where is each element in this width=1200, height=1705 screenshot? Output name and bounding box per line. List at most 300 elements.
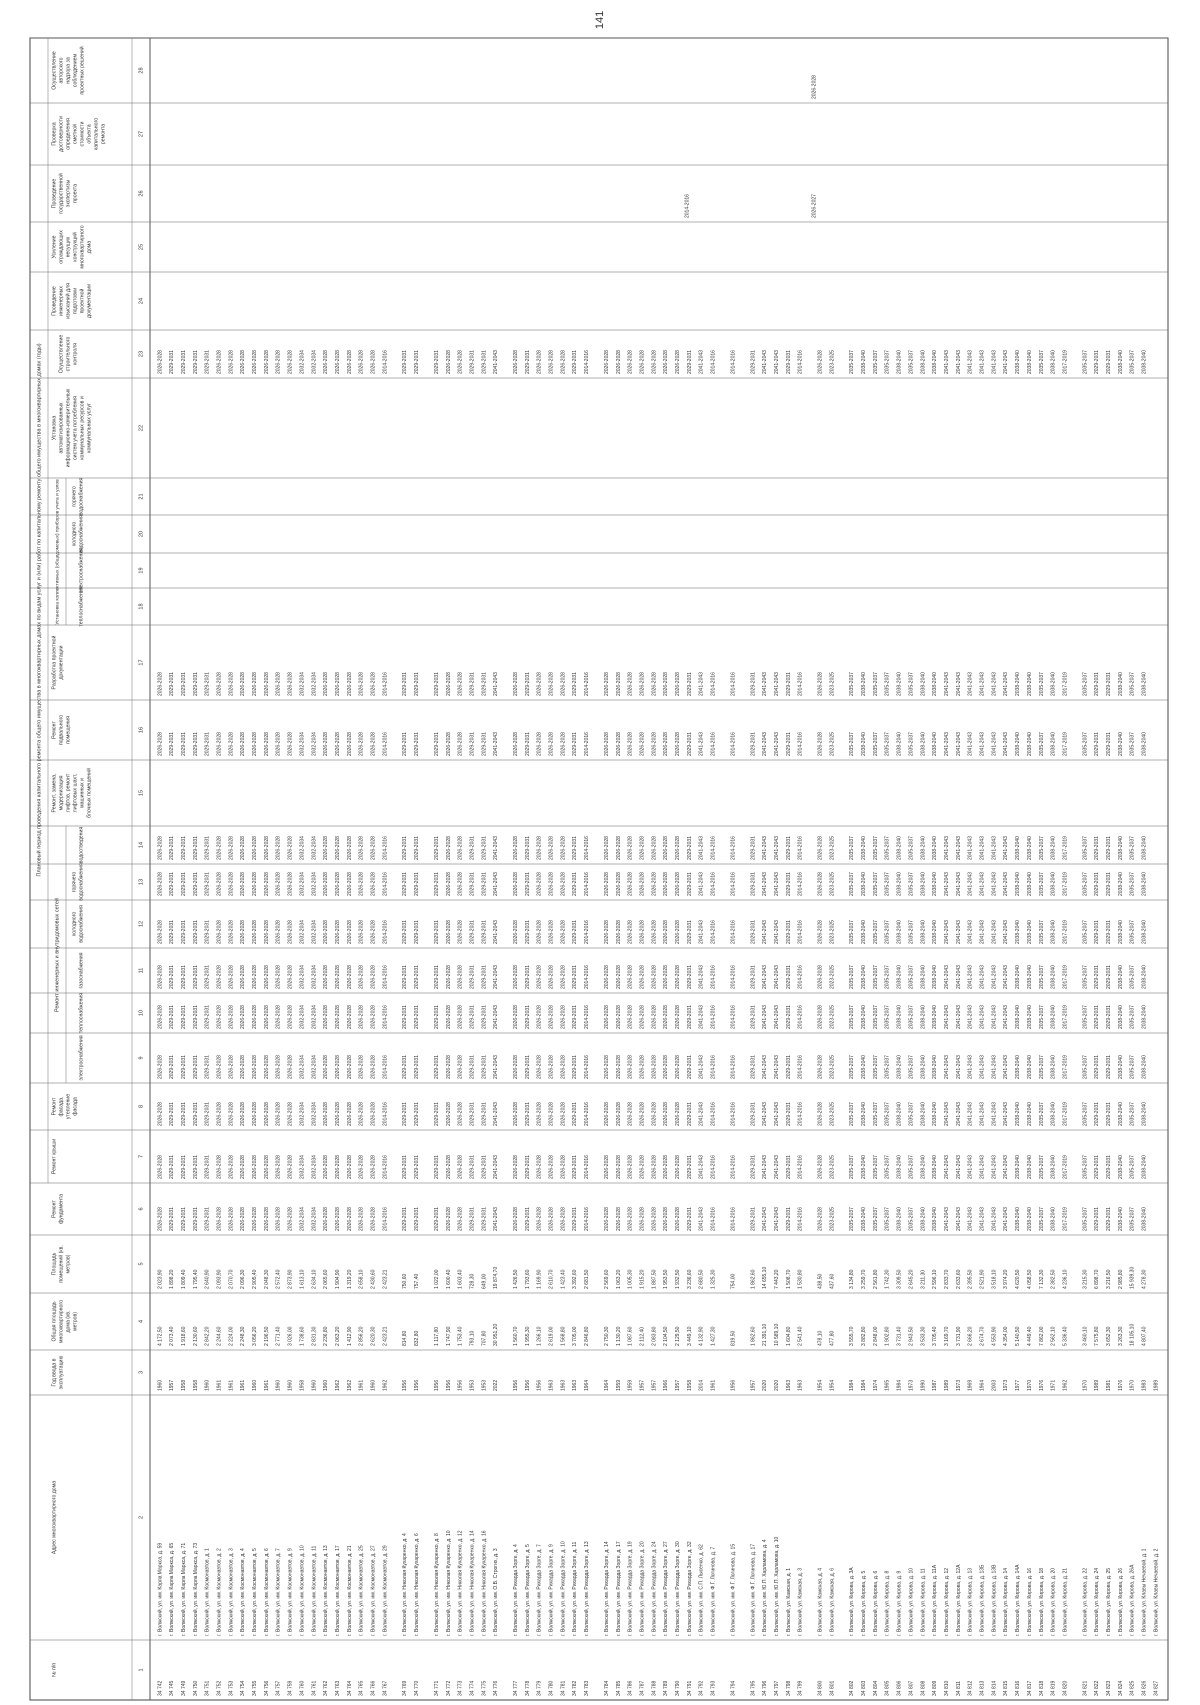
row-address: г. Волжский, ул. им. Карла Маркса, д. 71	[180, 1542, 187, 1636]
row-premises-area: 1 005,30	[627, 1269, 634, 1289]
column-27-label: капитального	[93, 117, 100, 151]
row-col-9-period: 2041-2043	[493, 1055, 500, 1079]
row-year: 1956	[536, 1379, 543, 1391]
row-col-9-period: 2026-2028	[358, 1055, 365, 1079]
row-col-14-period: 2041-2043	[979, 836, 986, 860]
row-col-16-period: 2026-2028	[675, 732, 682, 756]
row-col-14-period: 2026-2028	[817, 836, 824, 860]
row-premises-area: 2 096,30	[240, 1269, 247, 1289]
row-premises-area: 2 521,90	[979, 1269, 986, 1289]
row-address: г. Волжский, ул. им. Николая Кухаренко, д. 16	[481, 1530, 488, 1636]
row-col-14-period: 2029-2031	[204, 836, 211, 860]
row-address: г. Волжский, ул. Кирова, д. 8	[884, 1570, 891, 1636]
row-year: 1984	[849, 1379, 856, 1391]
row-premises-area: 2 430,60	[370, 1269, 377, 1289]
row-total-area: 793,10	[469, 1330, 476, 1346]
row-number: 34 771	[433, 1680, 440, 1696]
column-6-label: Ремонт	[51, 1200, 58, 1218]
row-col-17-period: 2029-2031	[204, 672, 211, 696]
column-11-number: 11	[138, 967, 145, 974]
row-col-9-period: 2029-2031	[180, 1055, 187, 1079]
row-col-10-period: 2014-2016	[584, 1005, 591, 1029]
row-address: г. Волжский, ул. им. Рихарда Зорге, д. 14	[603, 1541, 610, 1636]
row-col-17-period: 2026-2028	[615, 672, 622, 696]
row-col-16-period: 2026-2028	[370, 732, 377, 756]
row-col-10-period: 2032-2034	[311, 1005, 318, 1029]
row-number: 34 815	[1003, 1680, 1010, 1696]
row-number: 34 769	[402, 1680, 409, 1696]
column-20-number: 20	[138, 530, 145, 538]
row-col-12-period: 2029-2031	[686, 920, 693, 944]
row-address: г. Волжский, ул. им. Космонавтов, д. 4	[240, 1548, 247, 1636]
row-col-14-period: 2038-2040	[1050, 836, 1057, 860]
column-24-label: Проведение	[51, 286, 58, 316]
row-col-9-period: 2026-2028	[275, 1055, 282, 1079]
row-address: г. Волжский, ул. им. Космонавтов, д. 11	[311, 1545, 318, 1636]
row-col-12-period: 2038-2040	[920, 920, 927, 944]
row-col-14-period: 2029-2031	[481, 836, 488, 860]
row-col-11-period: 2026-2028	[627, 965, 634, 989]
row-col-17-period: 2023-2025	[829, 672, 836, 696]
row-col-14-period: 2026-2028	[548, 836, 555, 860]
row-col-7-period: 2026-2028	[817, 1155, 824, 1179]
row-number: 34 782	[572, 1680, 579, 1696]
row-col-11-period: 2029-2031	[433, 965, 440, 989]
row-col-17-period: 2035-2037	[908, 672, 915, 696]
row-premises-area: 2 985,80	[1117, 1269, 1124, 1289]
row-col-10-period: 2026-2028	[639, 1005, 646, 1029]
row-col-9-period: 2026-2028	[651, 1055, 658, 1079]
row-year: 1970	[1129, 1379, 1136, 1391]
row-premises-area: 2 645,20	[908, 1269, 915, 1289]
row-col-14-period: 2038-2040	[896, 836, 903, 860]
row-col-8-period: 2035-2037	[908, 1102, 915, 1126]
row-col-17-period: 2035-2037	[1038, 672, 1045, 696]
row-col-6-period: 2026-2028	[817, 1207, 824, 1231]
row-col-7-period: 2026-2028	[627, 1155, 634, 1179]
column-8-label: утепление	[65, 1093, 72, 1120]
row-col-17-period: 2041-2043	[1003, 672, 1010, 696]
row-col-17-period: 2035-2037	[1129, 672, 1136, 696]
row-col-10-period: 2038-2040	[896, 1005, 903, 1029]
row-number: 34 805	[884, 1680, 891, 1696]
row-col-9-period: 2026-2028	[263, 1055, 270, 1079]
row-total-area: 2 620,30	[370, 1326, 377, 1346]
row-col-12-period: 2026-2028	[639, 920, 646, 944]
row-col-23-period: 2026-2028	[287, 350, 294, 374]
row-col-17-period: 2029-2031	[686, 672, 693, 696]
row-number: 34 788	[651, 1680, 658, 1696]
row-col-12-period: 2026-2028	[445, 920, 452, 944]
row-col-13-period: 2038-2040	[1026, 872, 1033, 896]
row-year: 1960	[252, 1379, 259, 1391]
row-number: 34 793	[710, 1680, 717, 1696]
row-col-12-period: 2014-2016	[584, 920, 591, 944]
row-col-11-period: 2029-2031	[481, 965, 488, 989]
row-total-area: 2 674,70	[979, 1326, 986, 1346]
row-col-17-period: 2014-2016	[584, 672, 591, 696]
row-col-17-period: 2029-2031	[524, 672, 531, 696]
row-year: 1963	[548, 1379, 555, 1391]
row-col-11-period: 2038-2040	[896, 965, 903, 989]
row-premises-area: 2 596,10	[932, 1269, 939, 1289]
column-3-label: Год ввода в	[51, 1358, 58, 1387]
row-col-12-period: 2029-2031	[469, 920, 476, 944]
row-col-14-period: 2029-2031	[433, 836, 440, 860]
row-col-6-period: 2026-2028	[346, 1207, 353, 1231]
row-col-13-period: 2029-2031	[750, 872, 757, 896]
row-number: 34 794	[730, 1680, 737, 1696]
row-total-area: 1 266,10	[536, 1326, 543, 1346]
row-col-7-period: 2026-2028	[675, 1155, 682, 1179]
row-col-12-period: 2041-2043	[762, 920, 769, 944]
row-year: 1981	[1106, 1379, 1113, 1391]
column-8-label: фасада,	[58, 1096, 65, 1117]
row-year: 1958	[192, 1379, 199, 1391]
row-col-23-period: 2017-2019	[1062, 350, 1069, 374]
row-address: г. Волжский, ул. Кирова, д. 16	[1026, 1567, 1033, 1636]
row-number: 34 827	[1153, 1680, 1160, 1696]
row-col-13-period: 2026-2028	[346, 872, 353, 896]
row-col-10-period: 2014-2016	[382, 1005, 389, 1029]
row-col-16-period: 2035-2037	[884, 732, 891, 756]
column-11-label: газоснабжения	[78, 952, 85, 989]
row-col-14-period: 2029-2031	[1106, 836, 1113, 860]
row-col-9-period: 2014-2016	[584, 1055, 591, 1079]
row-col-8-period: 2029-2031	[1106, 1102, 1113, 1126]
row-col-12-period: 2014-2016	[710, 920, 717, 944]
row-col-17-period: 2041-2043	[762, 672, 769, 696]
column-2-label: Адрес многоквартирного дома	[51, 1480, 58, 1555]
row-col-7-period: 2026-2028	[615, 1155, 622, 1179]
row-col-13-period: 2014-2016	[584, 872, 591, 896]
row-number: 34 742	[157, 1680, 164, 1696]
row-number: 34 753	[228, 1680, 235, 1696]
row-col-8-period: 2038-2040	[861, 1102, 868, 1126]
row-premises-area: 1 809,40	[180, 1269, 187, 1289]
row-col-9-period: 2038-2040	[1015, 1055, 1022, 1079]
row-col-14-period: 2038-2040	[932, 836, 939, 860]
row-col-14-period: 2038-2040	[1117, 836, 1124, 860]
row-col-16-period: 2026-2028	[548, 732, 555, 756]
column-6-label: фундамента	[58, 1193, 65, 1225]
row-col-7-period: 2038-2040	[1117, 1155, 1124, 1179]
row-year: 1960	[204, 1379, 211, 1391]
row-premises-area: 1 423,40	[560, 1269, 567, 1289]
row-address: г. Волжский, ул. Кирова, д. 12	[943, 1567, 950, 1636]
row-col-17-period: 2026-2028	[639, 672, 646, 696]
row-col-7-period: 2014-2016	[584, 1155, 591, 1179]
row-premises-area: 7 443,20	[773, 1269, 780, 1289]
row-total-area: 814,80	[402, 1330, 409, 1346]
row-total-area: 2 842,20	[204, 1326, 211, 1346]
row-col-9-period: 2038-2040	[1117, 1055, 1124, 1079]
column-19-label: электроснабжения	[78, 547, 85, 594]
row-col-7-period: 2026-2028	[240, 1155, 247, 1179]
row-col-13-period: 2026-2028	[275, 872, 282, 896]
row-address: г. Волжский, ул. Кирова, д. 21	[1062, 1567, 1069, 1636]
row-premises-area: 14 655,10	[762, 1266, 769, 1289]
row-col-10-period: 2026-2028	[216, 1005, 223, 1029]
column-13-label: водоснабжения	[78, 863, 85, 901]
row-col-7-period: 2041-2043	[955, 1155, 962, 1179]
row-col-11-period: 2041-2043	[955, 965, 962, 989]
row-total-area: 707,80	[481, 1330, 488, 1346]
row-col-6-period: 2029-2031	[686, 1207, 693, 1231]
row-year: 1983	[1141, 1379, 1148, 1391]
row-col-8-period: 2014-2016	[710, 1102, 717, 1126]
column-20-label: водоснабжения	[78, 515, 85, 553]
row-col-8-period: 2041-2043	[1003, 1102, 1010, 1126]
row-col-11-period: 2014-2016	[710, 965, 717, 989]
row-col-7-period: 2026-2028	[445, 1155, 452, 1179]
row-col-16-period: 2026-2028	[627, 732, 634, 756]
row-col-16-period: 2041-2043	[967, 732, 974, 756]
column-17-label: Разработка проектной	[51, 635, 58, 690]
row-col-11-period: 2029-2031	[204, 965, 211, 989]
row-col-17-period: 2026-2028	[275, 672, 282, 696]
row-col-9-period: 2026-2028	[560, 1055, 567, 1079]
row-col-16-period: 2029-2031	[192, 732, 199, 756]
row-col-8-period: 2038-2040	[920, 1102, 927, 1126]
column-16-label: помещения	[65, 716, 72, 744]
row-col-7-period: 2026-2028	[651, 1155, 658, 1179]
row-col-16-period: 2026-2028	[323, 732, 330, 756]
row-premises-area: 1 169,90	[536, 1269, 543, 1289]
row-col-7-period: 2041-2043	[698, 1155, 705, 1179]
row-number: 34 789	[663, 1680, 670, 1696]
row-col-6-period: 2014-2016	[382, 1207, 389, 1231]
row-col-8-period: 2026-2028	[323, 1102, 330, 1126]
row-col-6-period: 2026-2028	[639, 1207, 646, 1231]
row-premises-area: 2 634,10	[311, 1269, 318, 1289]
row-year: 1964	[584, 1379, 591, 1391]
row-col-17-period: 2041-2043	[979, 672, 986, 696]
row-col-7-period: 2035-2037	[1129, 1155, 1136, 1179]
row-col-16-period: 2032-2034	[311, 732, 318, 756]
row-col-11-period: 2038-2040	[861, 965, 868, 989]
column-20-label: холодного	[71, 521, 78, 547]
row-year: 2020	[762, 1379, 769, 1391]
row-col-14-period: 2035-2037	[1129, 836, 1136, 860]
row-total-area: 10 589,10	[773, 1323, 780, 1346]
row-address: г. Волжский, ул. Кирова, д. 25	[1106, 1567, 1113, 1636]
row-col-13-period: 2041-2043	[979, 872, 986, 896]
row-col-6-period: 2026-2028	[358, 1207, 365, 1231]
row-number: 34 812	[967, 1680, 974, 1696]
row-col-12-period: 2041-2043	[698, 920, 705, 944]
row-col-10-period: 2026-2028	[358, 1005, 365, 1029]
row-col-7-period: 2041-2043	[762, 1155, 769, 1179]
column-25-label: ограждающих	[58, 230, 65, 264]
row-col-17-period: 2038-2040	[1015, 672, 1022, 696]
row-number: 34 797	[773, 1680, 780, 1696]
row-col-11-period: 2026-2028	[675, 965, 682, 989]
row-premises-area: 19 874,70	[493, 1266, 500, 1289]
row-premises-area: 2 065,60	[323, 1269, 330, 1289]
row-col-9-period: 2026-2028	[536, 1055, 543, 1079]
row-year: 1989	[943, 1379, 950, 1391]
row-col-11-period: 2038-2040	[1141, 965, 1148, 989]
row-col-11-period: 2014-2016	[382, 965, 389, 989]
row-col-11-period: 2041-2043	[698, 965, 705, 989]
row-col-10-period: 2026-2028	[323, 1005, 330, 1029]
row-col-11-period: 2029-2031	[169, 965, 176, 989]
row-col-13-period: 2029-2031	[414, 872, 421, 896]
row-col-11-period: 2032-2034	[311, 965, 318, 989]
row-number: 34 752	[216, 1680, 223, 1696]
row-col-6-period: 2026-2028	[512, 1207, 519, 1231]
row-total-area: 2 063,20	[334, 1326, 341, 1346]
row-col-8-period: 2038-2040	[1026, 1102, 1033, 1126]
row-col-14-period: 2041-2043	[773, 836, 780, 860]
row-col-13-period: 2029-2031	[686, 872, 693, 896]
row-col-13-period: 2038-2040	[896, 872, 903, 896]
row-premises-area: 1 887,50	[651, 1269, 658, 1289]
row-col-14-period: 2026-2028	[252, 836, 259, 860]
row-address: г. Волжский, ул. им. О.В. Строгих, д. 3	[493, 1548, 500, 1636]
row-col-23-period: 2035-2037	[908, 350, 915, 374]
row-number: 34 820	[1062, 1680, 1069, 1696]
row-col-10-period: 2038-2040	[1117, 1005, 1124, 1029]
row-col-11-period: 2026-2028	[334, 965, 341, 989]
row-col-6-period: 2035-2037	[872, 1207, 879, 1231]
row-col-23-period: 2029-2031	[1094, 350, 1101, 374]
row-col-9-period: 2026-2028	[639, 1055, 646, 1079]
row-col-11-period: 2035-2037	[908, 965, 915, 989]
row-col-13-period: 2035-2037	[908, 872, 915, 896]
row-year: 1958	[686, 1379, 693, 1391]
row-col-7-period: 2026-2028	[157, 1155, 164, 1179]
row-address: г. Волжский, ул. Клавы Нечаевой, д. 1	[1141, 1548, 1148, 1636]
row-col-16-period: 2038-2040	[1050, 732, 1057, 756]
column-4-label: многоквартирного	[58, 1299, 65, 1344]
row-col-8-period: 2029-2031	[180, 1102, 187, 1126]
row-col-16-period: 2026-2028	[358, 732, 365, 756]
row-number: 34 807	[908, 1680, 915, 1696]
row-col-14-period: 2026-2028	[675, 836, 682, 860]
row-col-23-period: 2026-2028	[370, 350, 377, 374]
row-col-12-period: 2026-2028	[334, 920, 341, 944]
row-col-6-period: 2035-2037	[908, 1207, 915, 1231]
row-premises-area: 3 309,50	[896, 1269, 903, 1289]
row-col-8-period: 2026-2028	[675, 1102, 682, 1126]
row-col-23-period: 2026-2028	[334, 350, 341, 374]
row-number: 34 779	[536, 1680, 543, 1696]
row-number: 34 759	[287, 1680, 294, 1696]
row-col-9-period: 2035-2037	[872, 1055, 879, 1079]
row-premises-area: 1 613,10	[299, 1269, 306, 1289]
row-premises-area: 2 048,30	[263, 1269, 270, 1289]
row-address: г. Волжский, ул. им. Космонавтов, д. 2	[216, 1548, 223, 1636]
row-address: г. Волжский, ул. Камская, д. 4	[817, 1567, 824, 1636]
row-col-16-period: 2026-2028	[560, 732, 567, 756]
row-col-13-period: 2026-2028	[675, 872, 682, 896]
row-total-area: 1 918,60	[180, 1326, 187, 1346]
row-col-6-period: 2029-2031	[204, 1207, 211, 1231]
row-col-17-period: 2038-2040	[1117, 672, 1124, 696]
row-col-7-period: 2029-2031	[1106, 1155, 1113, 1179]
row-col-10-period: 2035-2037	[1082, 1005, 1089, 1029]
row-col-17-period: 2029-2031	[402, 672, 409, 696]
row-col-14-period: 2026-2028	[370, 836, 377, 860]
row-col-23-period: 2026-2028	[512, 350, 519, 374]
row-col-17-period: 2014-2016	[730, 672, 737, 696]
row-col-8-period: 2026-2028	[370, 1102, 377, 1126]
row-col-6-period: 2026-2028	[651, 1207, 658, 1231]
row-col-13-period: 2041-2043	[493, 872, 500, 896]
row-year: 1960	[323, 1379, 330, 1391]
row-col-17-period: 2026-2028	[358, 672, 365, 696]
row-address: г. Волжский, ул. им. Рихарда Зорге, д. 5	[524, 1544, 531, 1636]
row-col-10-period: 2041-2043	[773, 1005, 780, 1029]
row-col-8-period: 2026-2028	[627, 1102, 634, 1126]
row-col-9-period: 2035-2037	[849, 1055, 856, 1079]
row-col-17-period: 2038-2040	[932, 672, 939, 696]
row-col-9-period: 2026-2028	[346, 1055, 353, 1079]
row-col-7-period: 2035-2037	[872, 1155, 879, 1179]
row-col-14-period: 2029-2031	[785, 836, 792, 860]
row-col-11-period: 2041-2043	[991, 965, 998, 989]
row-col-23-period: 2026-2028	[675, 350, 682, 374]
row-number: 34 761	[311, 1680, 318, 1696]
row-col-6-period: 2026-2028	[216, 1207, 223, 1231]
row-year: 2020	[773, 1379, 780, 1391]
row-col-12-period: 2014-2016	[382, 920, 389, 944]
row-col-6-period: 2041-2043	[1003, 1207, 1010, 1231]
row-col-8-period: 2029-2031	[481, 1102, 488, 1126]
row-col-6-period: 2038-2040	[1117, 1207, 1124, 1231]
col26-value-a: 2014-2016	[684, 194, 691, 218]
row-col-7-period: 2014-2016	[797, 1155, 804, 1179]
row-col-10-period: 2032-2034	[299, 1005, 306, 1029]
row-col-23-period: 2038-2040	[896, 350, 903, 374]
row-col-11-period: 2026-2028	[615, 965, 622, 989]
row-col-17-period: 2026-2028	[675, 672, 682, 696]
row-col-11-period: 2026-2028	[346, 965, 353, 989]
column-17-number: 17	[138, 659, 145, 666]
row-col-23-period: 2038-2040	[1141, 350, 1148, 374]
row-total-area: 30 951,20	[493, 1323, 500, 1346]
row-col-6-period: 2026-2028	[275, 1207, 282, 1231]
row-col-14-period: 2029-2031	[524, 836, 531, 860]
row-col-11-period: 2026-2028	[216, 965, 223, 989]
row-col-7-period: 2023-2025	[829, 1155, 836, 1179]
row-col-12-period: 2035-2037	[1038, 920, 1045, 944]
row-col-7-period: 2035-2037	[884, 1155, 891, 1179]
row-year: 1976	[1117, 1379, 1124, 1391]
row-total-area: 7 862,00	[1038, 1326, 1045, 1346]
row-col-6-period: 2026-2028	[263, 1207, 270, 1231]
row-col-17-period: 2029-2031	[785, 672, 792, 696]
row-col-9-period: 2038-2040	[896, 1055, 903, 1079]
row-col-10-period: 2029-2031	[469, 1005, 476, 1029]
row-col-14-period: 2041-2043	[1003, 836, 1010, 860]
network-section-title: Ремонт инженерных и внутридомовых сетей	[54, 897, 61, 1013]
row-year: 1957	[675, 1379, 682, 1391]
row-col-7-period: 2026-2028	[560, 1155, 567, 1179]
row-col-13-period: 2026-2028	[445, 872, 452, 896]
row-col-23-period: 2038-2040	[1026, 350, 1033, 374]
row-col-9-period: 2023-2025	[829, 1055, 836, 1079]
row-col-23-period: 2026-2028	[157, 350, 164, 374]
row-col-9-period: 2029-2031	[414, 1055, 421, 1079]
row-col-9-period: 2026-2028	[216, 1055, 223, 1079]
row-col-6-period: 2029-2031	[1094, 1207, 1101, 1231]
row-col-13-period: 2035-2037	[872, 872, 879, 896]
row-col-9-period: 2029-2031	[481, 1055, 488, 1079]
row-col-12-period: 2026-2028	[216, 920, 223, 944]
